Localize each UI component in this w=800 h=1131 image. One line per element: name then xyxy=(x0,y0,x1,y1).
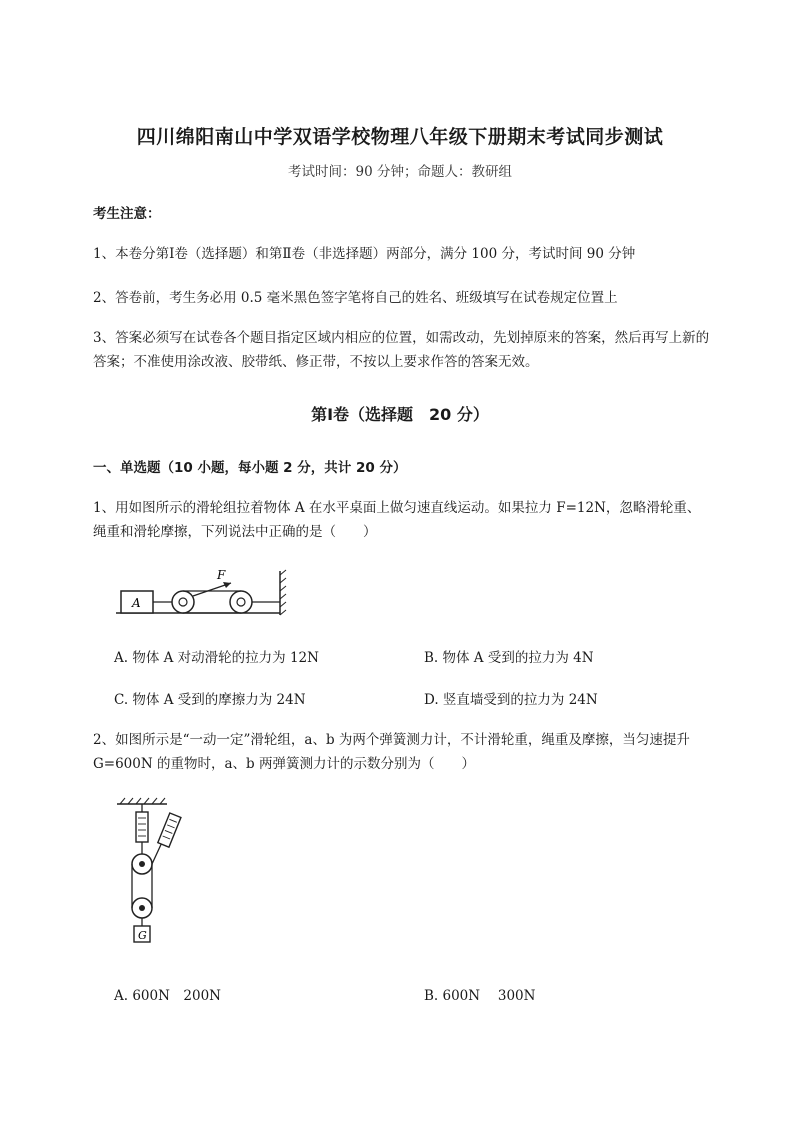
part-heading: 一、单选题（10 小题，每小题 2 分，共计 20 分） xyxy=(93,460,407,476)
ceiling-hatching xyxy=(120,798,165,804)
question-2-option-b[interactable]: B. 600N 300N xyxy=(424,988,536,1004)
spring-scale-b xyxy=(158,813,181,847)
block-a-label: A xyxy=(132,596,141,610)
spring-scale-a xyxy=(136,812,148,842)
section-title: 第Ⅰ卷（选择题 20 分） xyxy=(311,405,489,424)
question-1-option-c[interactable]: C. 物体 A 受到的摩擦力为 24N xyxy=(114,692,306,708)
question-2-stem: 2、如图所示是“一动一定”滑轮组，a、b 为两个弹簧测力计，不计滑轮重，绳重及摩擦，当匀速提升 G=600N 的重物时，a、b 两弹簧测力计的示数分别为（ ） xyxy=(93,732,690,772)
exam-title: 四川绵阳南山中学双语学校物理八年级下册期末考试同步测试 xyxy=(136,126,664,148)
question-1-figure xyxy=(113,565,288,620)
question-1-option-d[interactable]: D. 竖直墙受到的拉力为 24N xyxy=(424,692,598,708)
notice-item-1: 1、本卷分第Ⅰ卷（选择题）和第Ⅱ卷（非选择题）两部分，满分 100 分，考试时间 90 分钟 xyxy=(93,246,636,262)
question-1-option-a[interactable]: A. 物体 A 对动滑轮的拉力为 12N xyxy=(114,650,319,666)
notice-label: 考生注意： xyxy=(93,206,161,222)
question-2-option-a[interactable]: A. 600N 200N xyxy=(114,988,221,1004)
exam-subtitle: 考试时间：90 分钟；命题人：教研组 xyxy=(288,164,512,180)
weight-label: G xyxy=(138,929,147,942)
force-label: F xyxy=(217,568,226,582)
question-1-stem: 1、用如图所示的滑轮组拉着物体 A 在水平桌面上做匀速直线运动。如果拉力 F=12N，忽略滑轮重、绳重和滑轮摩擦，下列说法中正确的是（ ） xyxy=(93,500,701,540)
notice-item-2: 2、答卷前，考生务必用 0.5 毫米黑色签字笔将自己的姓名、班级填写在试卷规定位置上 xyxy=(93,290,618,306)
question-2-figure xyxy=(112,796,192,951)
notice-item-3: 3、答案必须写在试卷各个题目指定区域内相应的位置，如需改动，先划掉原来的答案，然后再写上新的答案；不准使用涂改液、胶带纸、修正带，不按以上要求作答的答案无效。 xyxy=(93,330,710,370)
wall-hatching xyxy=(280,570,286,615)
question-1-option-b[interactable]: B. 物体 A 受到的拉力为 4N xyxy=(424,650,594,666)
